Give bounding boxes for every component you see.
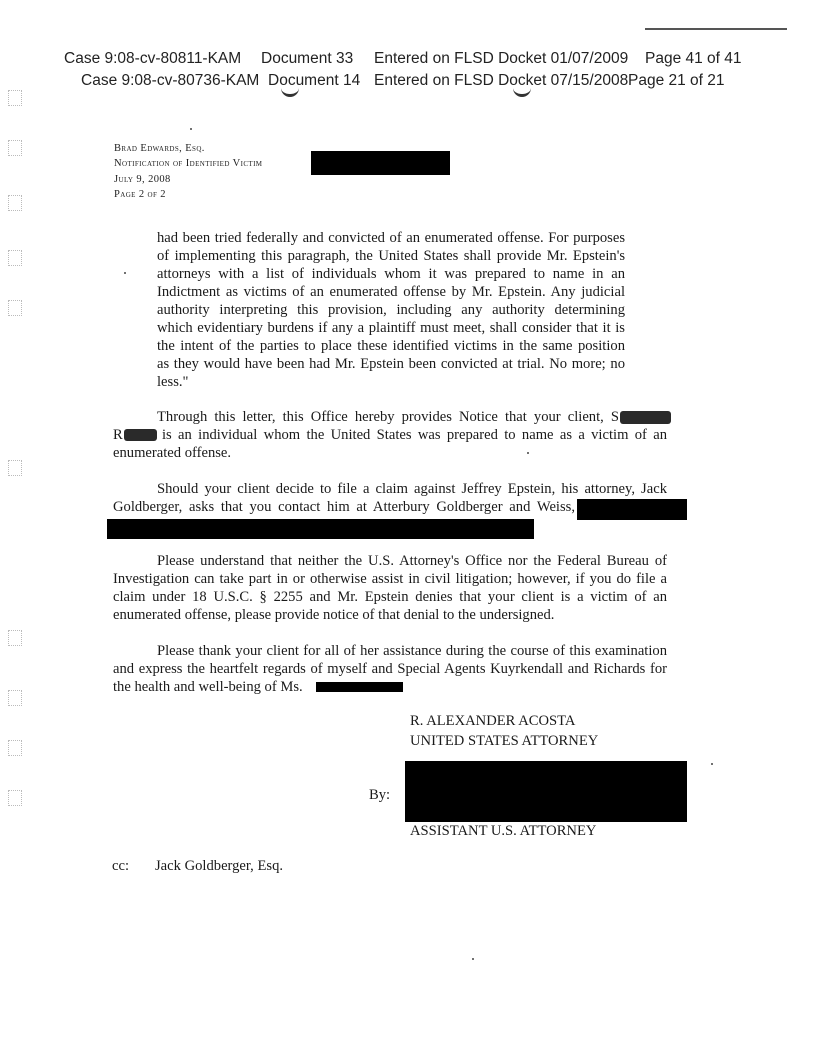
letterhead-date: July 9, 2008 xyxy=(114,174,171,185)
header-page-1: Page 41 of 41 xyxy=(645,50,742,67)
claim-line: Goldberger, asks that you contact him at Atterbury Goldberger and Weiss, xyxy=(113,499,575,515)
header-document-1: Document 33 xyxy=(261,50,354,67)
redaction-box xyxy=(311,151,450,175)
redaction-box xyxy=(620,411,671,424)
redaction-box xyxy=(405,761,687,822)
civil-line: enumerated offense, please provide notice of that denial to the undersigned. xyxy=(113,607,555,623)
quote-line: less." xyxy=(157,374,189,390)
scan-speck xyxy=(190,128,192,130)
scan-speck xyxy=(527,452,529,454)
scan-speck xyxy=(711,763,713,765)
margin-artifact xyxy=(8,90,22,106)
quote-line: as they would have been had Mr. Epstein been convicted at trial. No more; no xyxy=(157,356,625,372)
letterhead-subject: Notification of Identified Victim xyxy=(114,158,263,169)
redaction-box xyxy=(107,519,534,539)
notice-line: enumerated offense. xyxy=(113,445,232,461)
quote-line: authority interpreting this provision, including any authority determining xyxy=(157,302,625,318)
signature-name: R. ALEXANDER ACOSTA xyxy=(410,713,576,729)
claim-line: Should your client decide to file a claim against Jeffrey Epstein, his attorney, Jack xyxy=(157,481,667,497)
scan-mark xyxy=(281,88,299,97)
margin-artifact xyxy=(8,140,22,156)
margin-artifact xyxy=(8,690,22,706)
margin-artifact xyxy=(8,460,22,476)
redaction-box xyxy=(577,499,687,520)
letterhead-page: Page 2 of 2 xyxy=(114,189,166,200)
quote-line: Indictment as victims of an enumerated offense by Mr. Epstein. Any judicial xyxy=(157,284,625,300)
thanks-line: Please thank your client for all of her assistance during the course of this examination xyxy=(157,643,667,659)
notice-line-start: R xyxy=(113,427,123,443)
header-entered-1: Entered on FLSD Docket 01/07/2009 xyxy=(374,50,629,67)
cc-name: Jack Goldberger, Esq. xyxy=(155,858,284,874)
margin-artifact xyxy=(8,790,22,806)
letterhead-recipient: Brad Edwards, Esq. xyxy=(114,143,205,154)
cc-label: cc: xyxy=(112,858,130,874)
scan-speck xyxy=(124,272,126,274)
quote-line: had been tried federally and convicted of an enumerated offense. For purposes xyxy=(157,230,625,246)
quote-line: which evidentiary burdens if any a plaintiff must meet, shall consider that it is xyxy=(157,320,625,336)
margin-artifact xyxy=(8,195,22,211)
scan-speck xyxy=(472,958,474,960)
signature-title: UNITED STATES ATTORNEY xyxy=(410,733,599,749)
header-entered-2: Entered on FLSD Docket 07/15/2008 xyxy=(374,72,629,89)
notice-line: is an individual whom the United States was prepared to name as a victim of an xyxy=(162,427,667,443)
scan-line xyxy=(645,28,787,30)
header-page-2: Page 21 of 21 xyxy=(628,72,725,89)
thanks-line: the health and well-being of Ms. xyxy=(113,679,303,695)
margin-artifact xyxy=(8,250,22,266)
redaction-box xyxy=(316,682,403,692)
by-label: By: xyxy=(369,787,391,803)
notice-line: Through this letter, this Office hereby provides Notice that your client, S xyxy=(157,409,619,425)
civil-line: Please understand that neither the U.S. Attorney's Office nor the Federal Bureau of xyxy=(157,553,667,569)
header-case-number-2: Case 9:08-cv-80736-KAM xyxy=(81,72,260,89)
quote-line: the intent of the parties to place these identified victims in the same position xyxy=(157,338,625,354)
civil-line: claim under 18 U.S.C. § 2255 and Mr. Epstein denies that your client is a victim of an xyxy=(113,589,667,605)
margin-artifact xyxy=(8,300,22,316)
redaction-box xyxy=(124,429,157,441)
quote-line: of implementing this paragraph, the United States shall provide Mr. Epstein's xyxy=(157,248,625,264)
header-case-number-1: Case 9:08-cv-80811-KAM xyxy=(64,50,242,67)
civil-line: Investigation can take part in or otherwise assist in civil litigation; however, if you do file a xyxy=(113,571,667,587)
quote-line: attorneys with a list of individuals whom it was prepared to name in an xyxy=(157,266,625,282)
margin-artifact xyxy=(8,740,22,756)
margin-artifact xyxy=(8,630,22,646)
thanks-line: and express the heartfelt regards of myself and Special Agents Kuyrkendall and Richards for xyxy=(113,661,667,677)
signer-title: ASSISTANT U.S. ATTORNEY xyxy=(410,823,597,839)
header-document-2: Document 14 xyxy=(268,72,361,89)
scan-mark xyxy=(513,88,531,97)
